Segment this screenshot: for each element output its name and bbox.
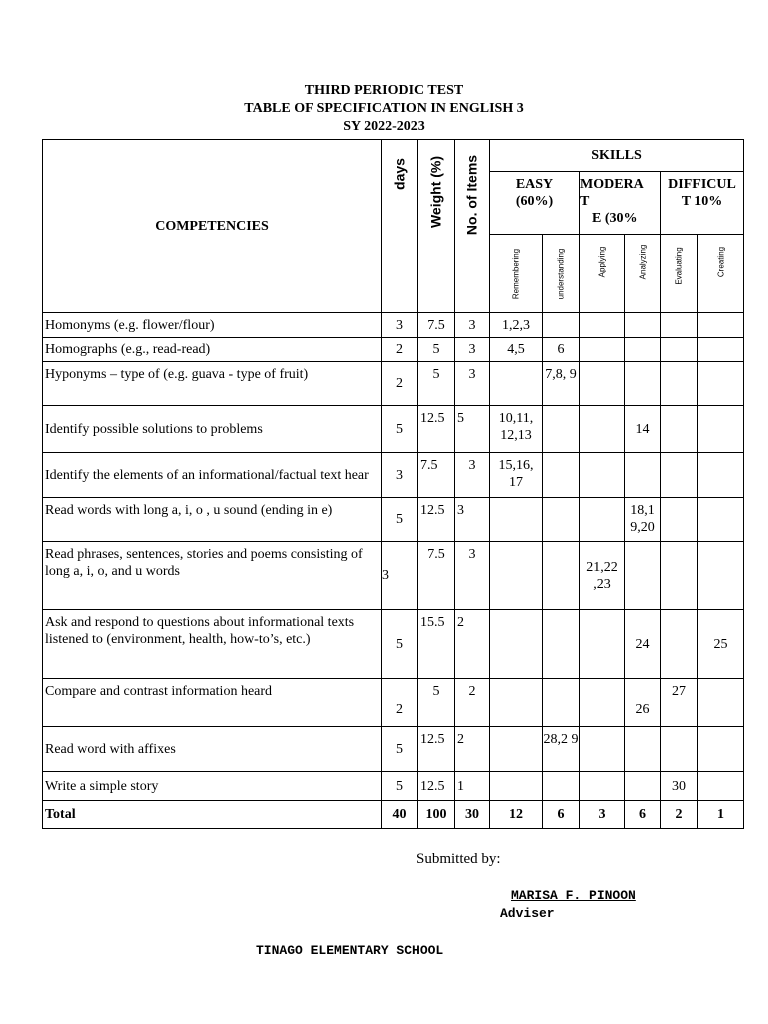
- table-row: [43, 727, 744, 772]
- creating-cell: [698, 362, 744, 406]
- applying-cell: [580, 772, 625, 801]
- applying-cell: [580, 362, 625, 406]
- understanding-cell: [543, 610, 580, 679]
- evaluating-cell: [661, 313, 698, 338]
- competency-cell: Homonyms (e.g. flower/flour): [43, 313, 382, 338]
- total-evaluating: 2: [661, 801, 698, 829]
- total-items: 30: [455, 801, 490, 829]
- understanding-cell: 28,2 9: [543, 727, 580, 772]
- subskill-creating-cell: [698, 235, 744, 313]
- table-row: [43, 679, 744, 727]
- items-cell: 2: [455, 679, 490, 727]
- evaluating-cell: [661, 727, 698, 772]
- applying-cell: [580, 406, 625, 453]
- weight-cell: 7.5: [418, 542, 455, 610]
- weight-cell: 12.5: [418, 772, 455, 801]
- subskill-understanding: understanding: [556, 248, 566, 299]
- creating-cell: [698, 406, 744, 453]
- total-analyzing: 6: [625, 801, 661, 829]
- total-days: 40: [382, 801, 418, 829]
- competency-cell: Compare and contrast information heard: [43, 679, 382, 727]
- understanding-cell: [543, 498, 580, 542]
- competency-cell: Read word with affixes: [43, 727, 382, 772]
- subskill-applying: Applying: [597, 246, 607, 278]
- applying-cell: 21,22 ,23: [580, 542, 625, 610]
- applying-cell: [580, 727, 625, 772]
- items-cell: 3: [455, 542, 490, 610]
- items-cell: 3: [455, 498, 490, 542]
- subskill-applying-cell: [580, 235, 625, 313]
- items-header: No. of Items: [463, 154, 480, 236]
- analyzing-cell: 26: [625, 679, 661, 727]
- subskill-remembering: Remembering: [511, 248, 521, 299]
- items-cell: 3: [455, 453, 490, 498]
- weight-header: Weight (%): [427, 155, 444, 228]
- days-header: days: [391, 158, 407, 191]
- days-cell: 5: [382, 406, 418, 453]
- remembering-cell: [490, 727, 543, 772]
- understanding-cell: [543, 313, 580, 338]
- creating-cell: [698, 338, 744, 362]
- competency-cell: Read phrases, sentences, stories and poems consisting of long a, i, o, and u words: [43, 542, 382, 610]
- applying-cell: [580, 498, 625, 542]
- table-row: [43, 313, 744, 338]
- easy-header: [490, 172, 580, 235]
- days-cell: 2: [382, 679, 418, 727]
- moderate-line3: E (30%: [592, 211, 638, 226]
- total-understanding: 6: [543, 801, 580, 829]
- days-cell: 3: [382, 313, 418, 338]
- total-remembering: 12: [490, 801, 543, 829]
- evaluating-cell: [661, 610, 698, 679]
- remembering-cell: [490, 542, 543, 610]
- easy-line2: (60%): [515, 194, 554, 209]
- table-row: [43, 772, 744, 801]
- subskill-analyzing: Analyzing: [638, 244, 647, 280]
- applying-cell: [580, 679, 625, 727]
- competency-cell: Identify the elements of an informational/factual text hear: [43, 453, 382, 498]
- remembering-cell: 1,2,3: [490, 313, 543, 338]
- table-row: [43, 610, 744, 679]
- applying-cell: [580, 313, 625, 338]
- items-cell: 1: [455, 772, 490, 801]
- school-name: TINAGO ELEMENTARY SCHOOL: [256, 943, 444, 958]
- creating-cell: [698, 679, 744, 727]
- weight-cell: 5: [418, 362, 455, 406]
- analyzing-cell: 24: [625, 610, 661, 679]
- evaluating-cell: [661, 453, 698, 498]
- understanding-cell: 6: [543, 338, 580, 362]
- competency-cell: Write a simple story: [43, 772, 382, 801]
- competency-cell: Identify possible solutions to problems: [43, 406, 382, 453]
- understanding-cell: 7,8, 9: [543, 362, 580, 406]
- table-row: [43, 362, 744, 406]
- weight-cell: 12.5: [418, 727, 455, 772]
- table-row: [43, 338, 744, 362]
- subskill-creating: Creating: [716, 246, 725, 278]
- days-cell: 5: [382, 727, 418, 772]
- competencies-header: COMPETENCIES: [43, 140, 382, 313]
- moderate-line1: MODERA: [580, 177, 644, 192]
- doc-title-line1: THIRD PERIODIC TEST: [304, 83, 464, 98]
- table-row: [43, 406, 744, 453]
- total-label: Total: [43, 801, 382, 829]
- competency-cell: Hyponyms – type of (e.g. guava - type of fruit): [43, 362, 382, 406]
- days-cell: 2: [382, 338, 418, 362]
- table-row: [43, 453, 744, 498]
- evaluating-cell: [661, 542, 698, 610]
- applying-cell: [580, 610, 625, 679]
- evaluating-cell: 27: [661, 679, 698, 727]
- analyzing-cell: 18,1 9,20: [625, 498, 661, 542]
- understanding-cell: [543, 542, 580, 610]
- weight-header-cell: [418, 140, 455, 313]
- moderate-header: [580, 172, 661, 235]
- remembering-cell: 4,5: [490, 338, 543, 362]
- weight-cell: 12.5: [418, 498, 455, 542]
- items-cell: 2: [455, 610, 490, 679]
- creating-cell: [698, 453, 744, 498]
- doc-title-line2: TABLE OF SPECIFICATION IN ENGLISH 3: [244, 101, 524, 116]
- days-cell: 5: [382, 498, 418, 542]
- table-row: [43, 542, 744, 610]
- subskill-evaluating-cell: [661, 235, 698, 313]
- doc-title-line3: SY 2022-2023: [343, 119, 425, 134]
- creating-cell: [698, 498, 744, 542]
- analyzing-cell: [625, 727, 661, 772]
- weight-cell: 5: [418, 338, 455, 362]
- days-header-cell: [382, 140, 418, 313]
- total-row: [43, 801, 744, 829]
- subskill-remembering-cell: [490, 235, 543, 313]
- creating-cell: [698, 772, 744, 801]
- items-cell: 5: [455, 406, 490, 453]
- creating-cell: [698, 313, 744, 338]
- remembering-cell: [490, 679, 543, 727]
- understanding-cell: [543, 679, 580, 727]
- specification-table: [42, 139, 744, 829]
- analyzing-cell: 14: [625, 406, 661, 453]
- items-cell: 3: [455, 362, 490, 406]
- subskill-evaluating: Evaluating: [674, 247, 684, 285]
- items-cell: 2: [455, 727, 490, 772]
- remembering-cell: 10,11, 12,13: [490, 406, 543, 453]
- items-header-cell: [455, 140, 490, 313]
- evaluating-cell: [661, 362, 698, 406]
- subskill-understanding-cell: [543, 235, 580, 313]
- adviser-name: MARISA F. PINOON: [511, 888, 636, 903]
- days-cell: 2: [382, 362, 418, 406]
- difficult-header: [661, 172, 744, 235]
- days-cell: 5: [382, 610, 418, 679]
- difficult-line1: DIFFICUL: [668, 177, 736, 192]
- items-cell: 3: [455, 313, 490, 338]
- analyzing-cell: [625, 338, 661, 362]
- weight-cell: 7.5: [418, 313, 455, 338]
- competency-cell: Homographs (e.g., read-read): [43, 338, 382, 362]
- items-cell: 3: [455, 338, 490, 362]
- remembering-cell: [490, 772, 543, 801]
- moderate-line2: T: [580, 194, 590, 209]
- skills-header: SKILLS: [490, 140, 744, 172]
- days-cell: 5: [382, 772, 418, 801]
- weight-cell: 7.5: [418, 453, 455, 498]
- creating-cell: [698, 542, 744, 610]
- table-row: [43, 498, 744, 542]
- applying-cell: [580, 338, 625, 362]
- creating-cell: [698, 727, 744, 772]
- competency-cell: Ask and respond to questions about informational texts listened to (environment, health, how-to’s, etc.): [43, 610, 382, 679]
- creating-cell: 25: [698, 610, 744, 679]
- analyzing-cell: [625, 772, 661, 801]
- subskill-analyzing-cell: [625, 235, 661, 313]
- remembering-cell: [490, 610, 543, 679]
- adviser-role: Adviser: [500, 906, 555, 921]
- remembering-cell: 15,16, 17: [490, 453, 543, 498]
- difficult-line2: T 10%: [681, 194, 723, 209]
- total-creating: 1: [698, 801, 744, 829]
- submitted-by-label: Submitted by:: [416, 851, 501, 867]
- evaluating-cell: 30: [661, 772, 698, 801]
- applying-cell: [580, 453, 625, 498]
- evaluating-cell: [661, 498, 698, 542]
- total-applying: 3: [580, 801, 625, 829]
- easy-line1: EASY: [515, 177, 554, 192]
- remembering-cell: [490, 498, 543, 542]
- weight-cell: 5: [418, 679, 455, 727]
- analyzing-cell: [625, 453, 661, 498]
- remembering-cell: [490, 362, 543, 406]
- days-cell: 3: [382, 453, 418, 498]
- understanding-cell: [543, 406, 580, 453]
- weight-cell: 15.5: [418, 610, 455, 679]
- total-weight: 100: [418, 801, 455, 829]
- understanding-cell: [543, 772, 580, 801]
- weight-cell: 12.5: [418, 406, 455, 453]
- competency-cell: Read words with long a, i, o , u sound (ending in e): [43, 498, 382, 542]
- analyzing-cell: [625, 313, 661, 338]
- evaluating-cell: [661, 338, 698, 362]
- understanding-cell: [543, 453, 580, 498]
- evaluating-cell: [661, 406, 698, 453]
- days-cell: 3: [382, 542, 418, 610]
- analyzing-cell: [625, 542, 661, 610]
- analyzing-cell: [625, 362, 661, 406]
